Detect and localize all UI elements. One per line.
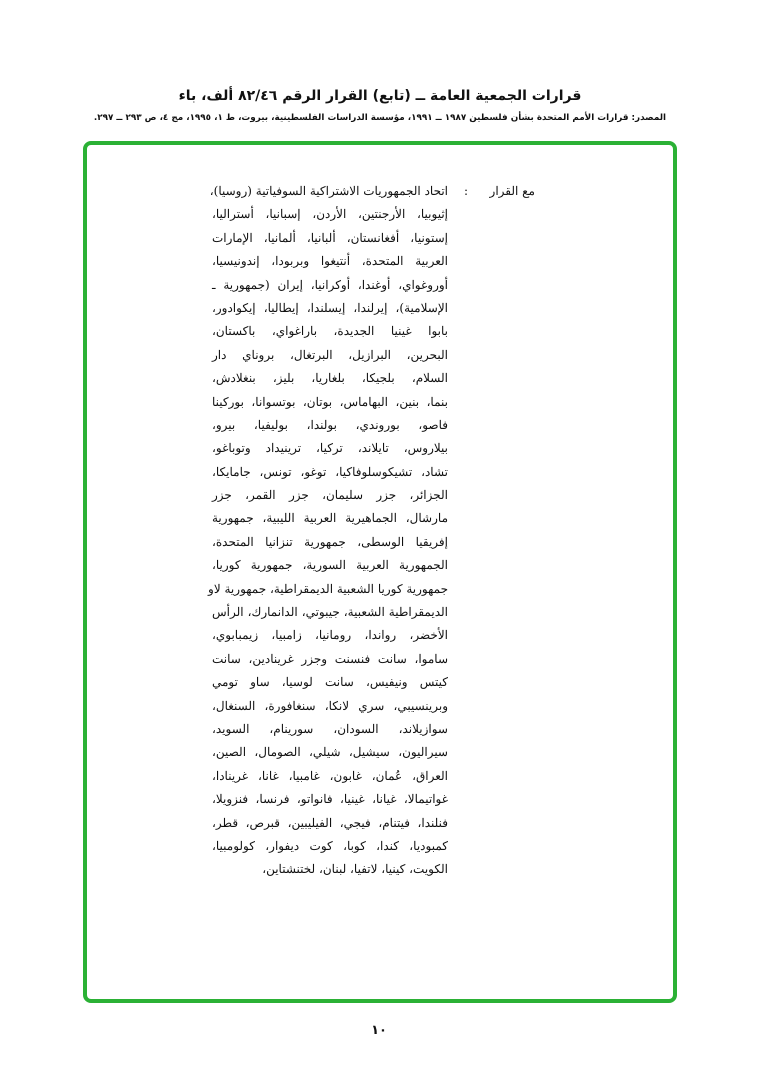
country-line: مارشال، الجماهيرية العربية الليبية، جمهورية	[212, 511, 448, 526]
country-line: كيتس ونيفيس، سانت لوسيا، ساو تومي	[212, 675, 448, 690]
country-line: البحرين، البرازيل، البرتغال، بروناي دار	[212, 347, 448, 362]
country-line: بنما، بنين، البهاماس، بوتان، بوتسوانا، بوركينا	[212, 394, 448, 409]
country-line: فنلندا، فيتنام، فيجي، الفيليبين، قبرص، قطر،	[212, 815, 448, 830]
country-line: وبرينسيبي، سري لانكا، سنغافورة، السنغال،	[212, 698, 448, 713]
country-line: الأخضر، رواندا، رومانيا، زامبيا، زيمبابوي،	[212, 628, 448, 643]
source-citation: المصدر: قرارات الأمم المتحدة بشأن فلسطين ١٩٨٧ ــ ١٩٩١، مؤسسة الدراسات الفلسطينية، بيروت، ط ١، ١٩٩٥، مج ٤، ص ٢٩٣ ــ ٢٩٧.	[93, 113, 667, 123]
country-line: بيلاروس، تايلاند، تركيا، ترينيداد وتوباغو،	[212, 441, 448, 456]
country-line: سيراليون، سيشيل، شيلي، الصومال، الصين،	[212, 745, 448, 760]
country-line: غواتيمالا، غيانا، غينيا، فانواتو، فرنسا، فنزويلا،	[212, 792, 448, 807]
country-line: الديمقراطية الشعبية، جيبوتي، الدانمارك، الرأس	[212, 605, 448, 620]
country-line: جمهورية كوريا الشعبية الديمقراطية، جمهورية لاو	[208, 581, 448, 596]
country-line: الكويت، كينيا، لاتفيا، لبنان، لختنشتاين،	[262, 862, 448, 877]
country-line: سوازيلاند، السودان، سورينام، السويد،	[212, 721, 448, 736]
country-line: العراق، عُمان، غابون، غامبيا، غانا، غرينادا،	[212, 768, 448, 783]
country-line: اتحاد الجمهوريات الاشتراكية السوفياتية (روسيا)،	[209, 184, 448, 198]
country-line: الإسلامية)، إيرلندا، إيسلندا، إيطاليا، إيكوادور،	[212, 300, 448, 315]
vote-label: مع القرار	[489, 184, 535, 198]
country-line: إثيوبيا، الأرجنتين، الأردن، إسبانيا، أستراليا،	[212, 207, 448, 222]
country-line: إفريقيا الوسطى، جمهورية تنزانيا المتحدة،	[212, 534, 448, 549]
country-list	[208, 180, 448, 882]
country-line: بابوا غينيا الجديدة، باراغواي، باكستان،	[212, 324, 448, 339]
country-line: أوروغواي، أوغندا، أوكرانيا، إيران (جمهورية ـ	[212, 277, 448, 292]
country-line: كمبوديا، كندا، كوبا، كوت ديفوار، كولومبيا،	[212, 838, 448, 853]
country-line: تشاد، تشيكوسلوفاكيا، توغو، تونس، جامايكا،	[212, 464, 448, 479]
country-line: إستونيا، أفغانستان، ألبانيا، ألمانيا، الإمارات	[212, 230, 448, 245]
country-line: ساموا، سانت فنسنت وجزر غرينادين، سانت	[212, 651, 448, 666]
country-line: العربية المتحدة، أنتيغوا وبربودا، إندونيسيا،	[212, 254, 448, 269]
country-line: فاصو، بوروندي، بولندا، بوليفيا، بيرو،	[212, 417, 448, 432]
vote-colon: :	[463, 184, 469, 198]
document-title: قرارات الجمعية العامة ــ (تابع) القرار الرقم ٨٢/٤٦ ألف، باء	[178, 88, 582, 104]
country-line: السلام، بلجيكا، بلغاريا، بليز، بنغلادش،	[212, 371, 448, 386]
page-number: ١٠	[371, 1023, 387, 1038]
country-line: الجزائر، جزر سليمان، جزر القمر، جزر	[212, 488, 448, 503]
country-line: الجمهورية العربية السورية، جمهورية كوريا،	[212, 558, 448, 573]
